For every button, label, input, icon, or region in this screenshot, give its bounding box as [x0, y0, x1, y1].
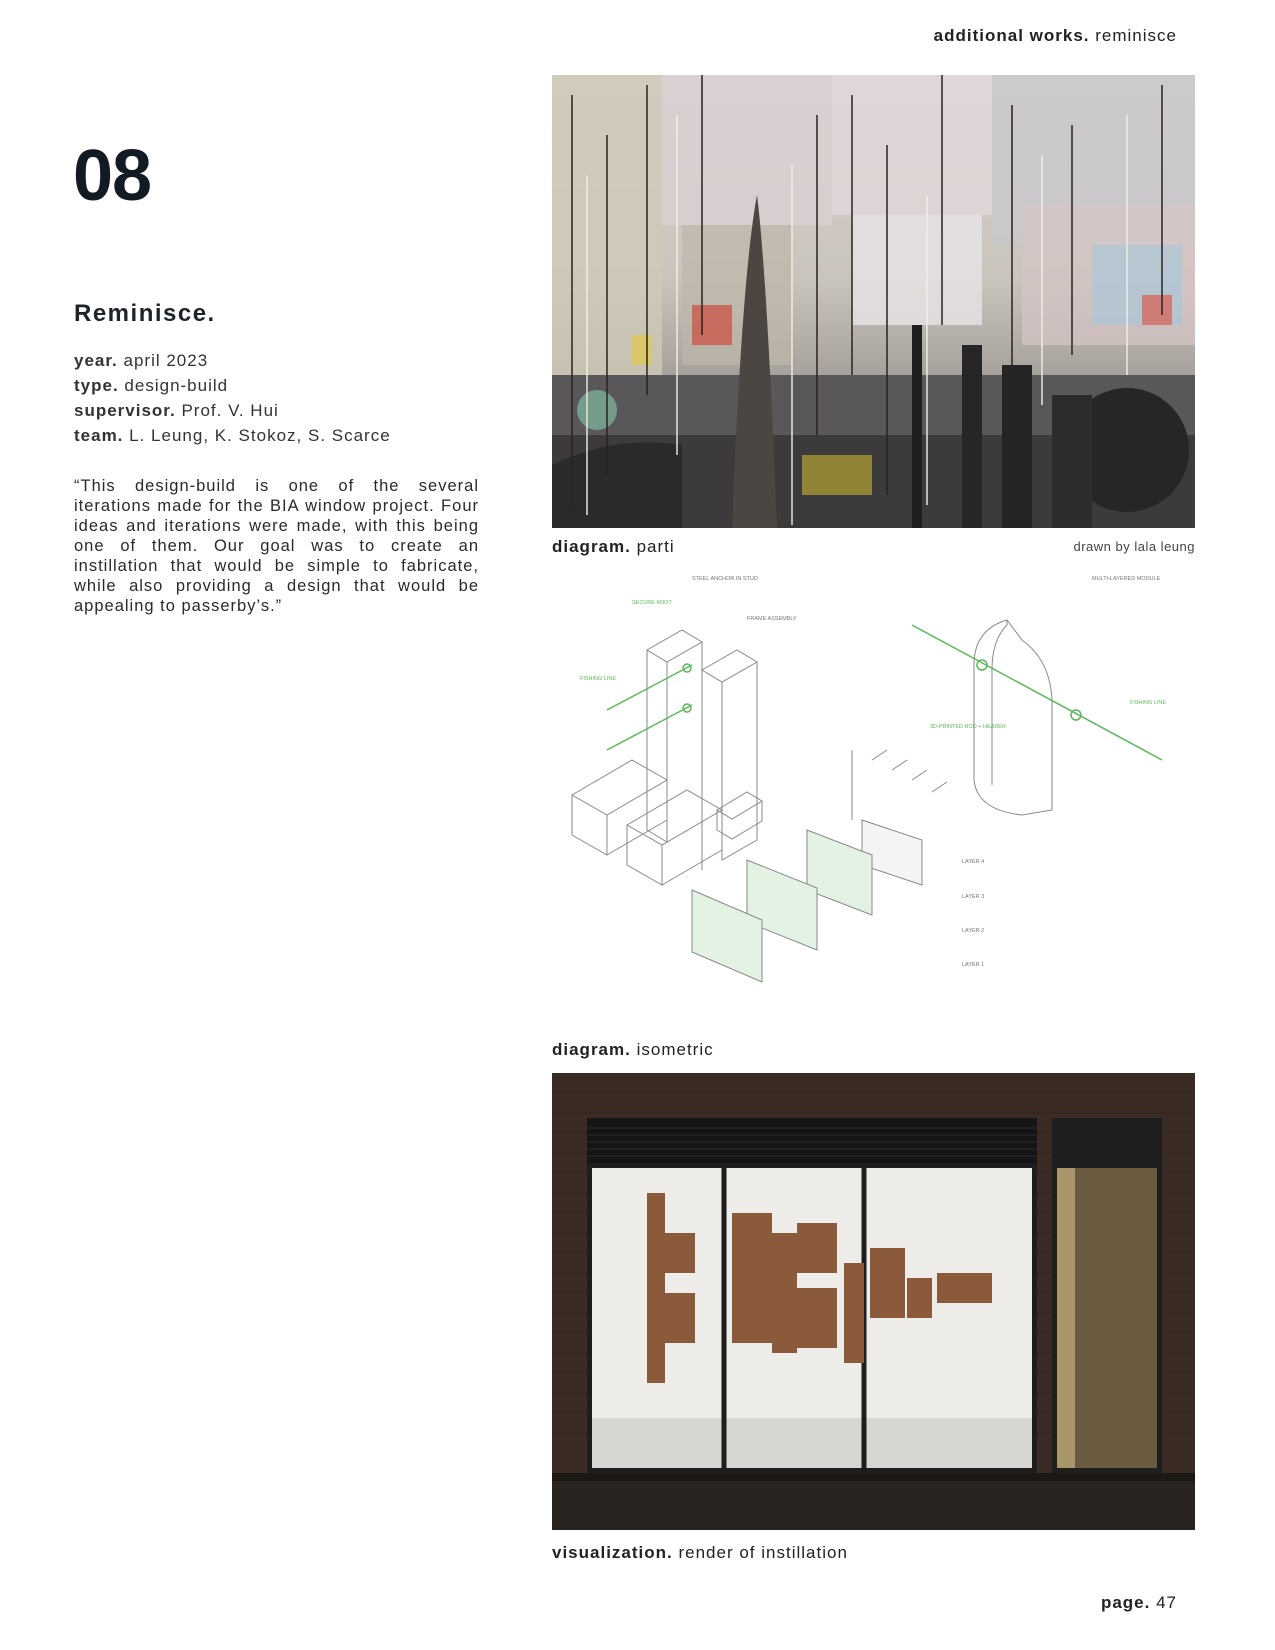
meta-year-label: year.: [74, 351, 118, 370]
project-meta: [74, 348, 391, 448]
header-section: additional works.: [933, 26, 1090, 45]
isometric-diagram-image: [552, 570, 1195, 1026]
project-number: 08: [73, 136, 152, 216]
render-caption: [552, 1543, 848, 1563]
project-quote: “This design-build is one of the several iterations made for the BIA window project. Four ideas and iterations were made, with this being one of them. Our goal was to create an instillation that would be simple to fabricate, while also providing a design that would be appealing to passerby’s.”: [74, 477, 479, 615]
parti-caption-label: diagram.: [552, 537, 631, 556]
label-secure-knot: SECURE KNOT: [632, 600, 672, 606]
label-layer2: LAYER 2: [962, 928, 985, 934]
render-image: [552, 1073, 1195, 1530]
page-number: [1101, 1593, 1177, 1613]
meta-supervisor-label: supervisor.: [74, 401, 176, 420]
label-module: MULTI-LAYERED MODULE: [1092, 576, 1161, 582]
label-fishing-line-left: FISHING LINE: [580, 676, 617, 682]
label-layer4: LAYER 4: [962, 859, 985, 865]
label-steel-anchor: STEEL ANCHOR IN STUD: [692, 576, 758, 582]
running-header: [934, 26, 1177, 46]
meta-team-label: team.: [74, 426, 124, 445]
label-fishing-line-right: FISHING LINE: [1130, 700, 1167, 706]
render-caption-text: render of instillation: [678, 1543, 848, 1562]
isometric-caption-text: isometric: [636, 1040, 714, 1059]
parti-credit: drawn by lala leung: [1073, 539, 1195, 554]
label-layer3: LAYER 3: [962, 894, 985, 900]
render-caption-label: visualization.: [552, 1543, 673, 1562]
meta-supervisor: [74, 398, 391, 423]
isometric-caption-label: diagram.: [552, 1040, 631, 1059]
parti-diagram-image: [552, 75, 1195, 528]
parti-caption-text: parti: [636, 537, 675, 556]
meta-year: [74, 348, 391, 373]
page-number-label: page.: [1100, 1593, 1151, 1612]
meta-type: [74, 373, 391, 398]
label-rod-header: 3D-PRINTED ROD + HEADER: [930, 724, 1006, 730]
meta-type-value: design-build: [124, 376, 229, 395]
parti-caption: [552, 537, 675, 557]
project-title: Reminisce.: [74, 300, 216, 327]
meta-supervisor-value: Prof. V. Hui: [181, 401, 279, 420]
meta-team: [74, 423, 391, 448]
page-number-value: 47: [1156, 1593, 1177, 1612]
label-frame-assembly: FRAME ASSEMBLY: [747, 616, 797, 622]
header-title: reminisce: [1095, 26, 1177, 45]
meta-type-label: type.: [74, 376, 119, 395]
meta-team-value: L. Leung, K. Stokoz, S. Scarce: [129, 426, 391, 445]
meta-year-value: april 2023: [123, 351, 209, 370]
label-layer1: LAYER 1: [962, 962, 985, 968]
isometric-caption: [552, 1040, 714, 1060]
